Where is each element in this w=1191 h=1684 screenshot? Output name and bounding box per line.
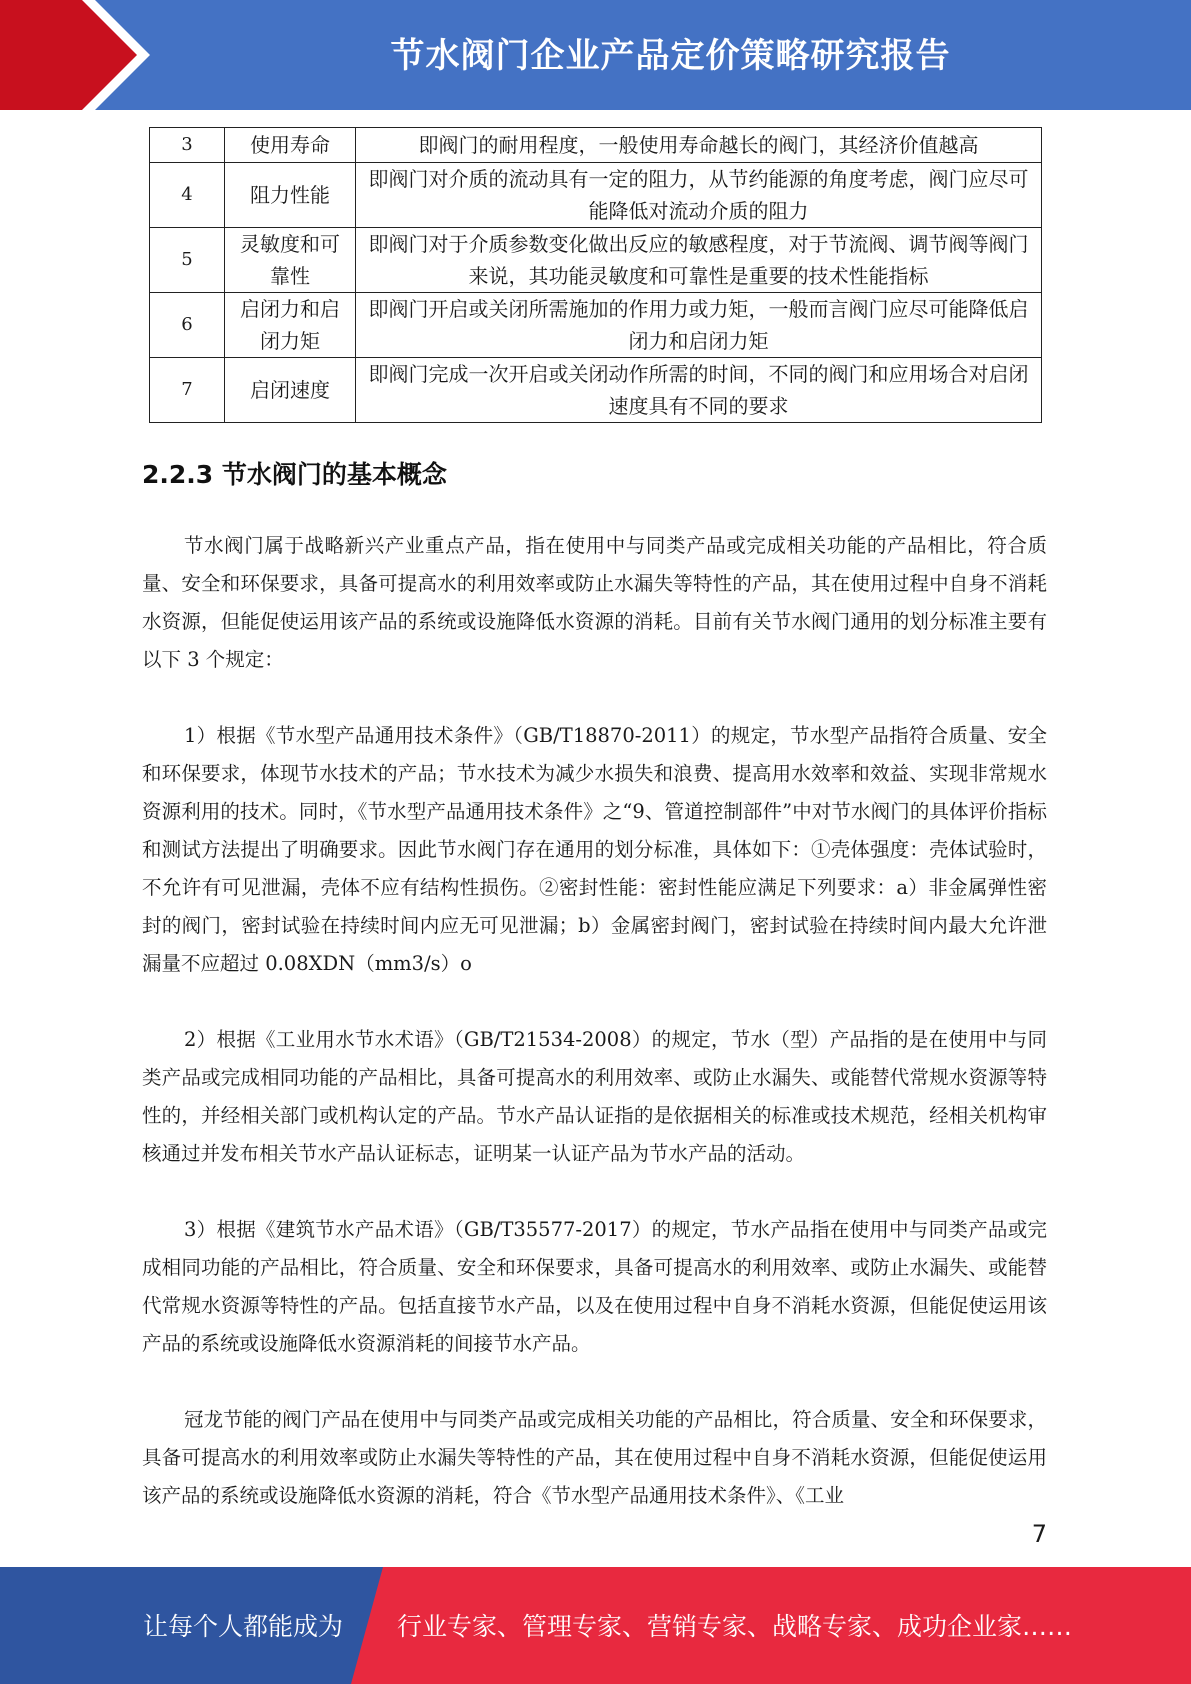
table-row xyxy=(150,163,1042,228)
row-description: 即阀门开启或关闭所需施加的作用力或力矩，一般而言阀门应尽可能降低启闭力和启闭力矩 xyxy=(356,293,1042,358)
body-text xyxy=(142,527,1047,1553)
paragraph: 2）根据《工业用水节水术语》（GB/T21534-2008）的规定，节水（型）产品指的是在使用中与同类产品或完成相同功能的产品相比，具备可提高水的利用效率、或防止水漏失、或能替代常规水资源等特性的，并经相关部门或机构认定的产品。节水产品认证指的是依据相关的标准或技术规范，经相关机构审核通过并发布相关节水产品认证标志，证明某一认证产品为节水产品的活动。 xyxy=(142,1028,1047,1165)
footer-slogan-left: 让每个人都能成为 xyxy=(143,1612,344,1641)
row-number: 5 xyxy=(150,228,225,293)
paragraph: 冠龙节能的阀门产品在使用中与同类产品或完成相关功能的产品相比，符合质量、安全和环保要求，具备可提高水的利用效率或防止水漏失等特性的产品，其在使用过程中自身不消耗水资源，但能促使运用该产品的系统或设施降低水资源的消耗，符合《节水型产品通用技术条件》、《工业 xyxy=(142,1408,1047,1507)
table-row xyxy=(150,293,1042,358)
row-name: 启闭速度 xyxy=(225,358,356,423)
report-title: 节水阀门企业产品定价策略研究报告 xyxy=(390,36,951,76)
footer-slogan-right: 行业专家、管理专家、营销专家、战略专家、成功企业家…… xyxy=(397,1612,1073,1641)
row-description: 即阀门完成一次开启或关闭动作所需的时间，不同的阀门和应用场合对启闭速度具有不同的要求 xyxy=(356,358,1042,423)
row-description: 即阀门的耐用程度，一般使用寿命越长的阀门，其经济价值越高 xyxy=(356,128,1042,163)
row-description: 即阀门对介质的流动具有一定的阻力，从节约能源的角度考虑，阀门应尽可能降低对流动介质的阻力 xyxy=(356,163,1042,228)
row-name: 使用寿命 xyxy=(225,128,356,163)
paragraph: 节水阀门属于战略新兴产业重点产品，指在使用中与同类产品或完成相关功能的产品相比，符合质量、安全和环保要求，具备可提高水的利用效率或防止水漏失等特性的产品，其在使用过程中自身不消耗水资源，但能促使运用该产品的系统或设施降低水资源的消耗。目前有关节水阀门通用的划分标准主要有以下 3 个规定： xyxy=(142,534,1047,671)
row-number: 6 xyxy=(150,293,225,358)
row-name: 阻力性能 xyxy=(225,163,356,228)
row-number: 7 xyxy=(150,358,225,423)
table-row xyxy=(150,228,1042,293)
row-number: 4 xyxy=(150,163,225,228)
footer-band xyxy=(0,1567,1191,1684)
row-name: 启闭力和启闭力矩 xyxy=(225,293,356,358)
valve-performance-table xyxy=(149,127,1042,423)
header-arrow-decoration xyxy=(0,0,160,110)
row-name: 灵敏度和可靠性 xyxy=(225,228,356,293)
section-heading: 2.2.3 节水阀门的基本概念 xyxy=(142,460,447,489)
paragraph: 1）根据《节水型产品通用技术条件》（GB/T18870-2011）的规定，节水型产品指符合质量、安全和环保要求，体现节水技术的产品；节水技术为减少水损失和浪费、提高用水效率和效益、实现非常规水资源利用的技术。同时，《节水型产品通用技术条件》之“9、管道控制部件”中对节水阀门的具体评价指标和测试方法提出了明确要求。因此节水阀门存在通用的划分标准，具体如下：①壳体强度：壳体试验时，不允许有可见泄漏，壳体不应有结构性损伤。②密封性能：密封性能应满足下列要求：a）非金属弹性密封的阀门，密封试验在持续时间内应无可见泄漏；b）金属密封阀门，密封试验在持续时间内最大允许泄漏量不应超过 0.08XDN（mm3/s）o xyxy=(142,724,1047,975)
row-description: 即阀门对于介质参数变化做出反应的敏感程度，对于节流阀、调节阀等阀门来说，其功能灵敏度和可靠性是重要的技术性能指标 xyxy=(356,228,1042,293)
paragraph: 3）根据《建筑节水产品术语》（GB/T35577-2017）的规定，节水产品指在使用中与同类产品或完成相同功能的产品相比，符合质量、安全和环保要求，具备可提高水的利用效率、或防止水漏失、或能替代常规水资源等特性的产品。包括直接节水产品，以及在使用过程中自身不消耗水资源，但能促使运用该产品的系统或设施降低水资源消耗的间接节水产品。 xyxy=(142,1218,1047,1355)
header-band xyxy=(0,0,1191,110)
page-number: 7 xyxy=(1031,1520,1047,1548)
table-row xyxy=(150,358,1042,423)
table-row xyxy=(150,128,1042,163)
row-number: 3 xyxy=(150,128,225,163)
